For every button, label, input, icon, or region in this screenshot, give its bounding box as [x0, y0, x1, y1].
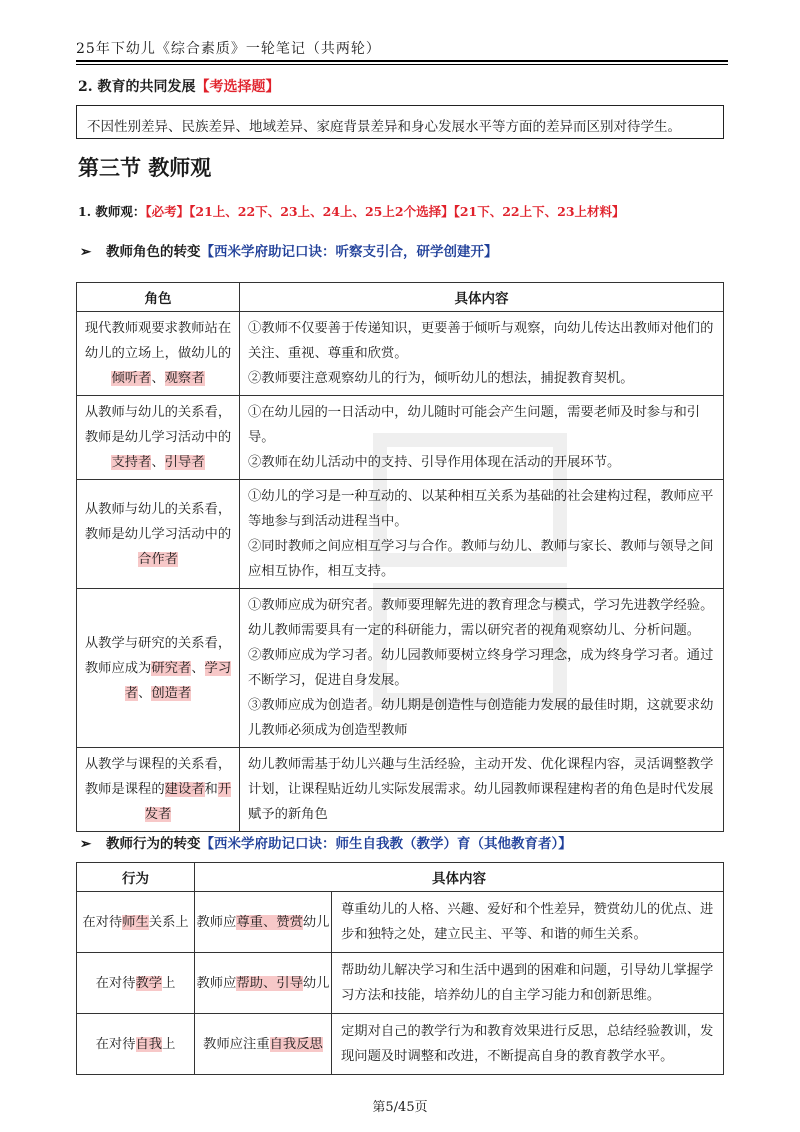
table-row [77, 953, 724, 1014]
table-header-row [77, 283, 724, 312]
arrow-bullet-icon: ➢ [80, 836, 92, 852]
mnemonic: 【西米学府助记口诀：师生自我教（教学）育（其他教育者）】 [200, 836, 572, 852]
highlighted-term: 建设者 [164, 782, 205, 797]
text-run: 在对待 [95, 975, 136, 991]
highlighted-term: 开发者 [144, 782, 232, 822]
behavior-cell [77, 1014, 195, 1075]
highlighted-term: 倾听者 [111, 371, 152, 386]
description-cell: 帮助幼儿解决学习和生活中遇到的困难和问题，引导幼儿掌握学习方法和技能，培养幼儿的自主学习能力和创新思维。 [332, 953, 724, 1014]
teacher-behaviors-table [76, 862, 724, 1075]
header-rule-thin [76, 64, 728, 65]
action-cell [195, 953, 332, 1014]
mnemonic: 【西米学府助记口诀：听察支引合，研学创建开】 [200, 244, 498, 260]
teacher-roles-table [76, 282, 724, 832]
text-run: 从教学与研究的关系看，教师应成为 [84, 635, 232, 676]
content-line: ①教师不仅要善于传递知识，更要善于倾听与观察，向幼儿传达出教师对他们的关注、重视、尊重和欣赏。 [248, 321, 714, 361]
text-run: 、 [151, 371, 165, 386]
text-run: 从教师与幼儿的关系看，教师是幼儿学习活动中的 [84, 405, 232, 445]
highlighted-term: 自我反思 [269, 1036, 323, 1052]
running-header: 25年下幼儿《综合素质》一轮笔记（共两轮） [76, 41, 381, 57]
column-header: 行为 [77, 863, 195, 892]
content-line: 幼儿教师需基于幼儿兴趣与生活经验，主动开发、优化课程内容，灵活调整教学计划，让课程贴近幼儿实际发展需求。幼儿园教师课程建构者的角色是时代发展赋予的新角色 [248, 757, 714, 822]
subsection-heading [78, 76, 280, 96]
text-run: 、 [138, 685, 152, 701]
content-line: ①幼儿的学习是一种互动的、以某种相互关系为基础的社会建构过程，教师应平等地参与到活动进程当中。 [248, 489, 714, 529]
text-run: 幼儿 [302, 975, 330, 991]
content-line: ①教师应成为研究者。教师要理解先进的教育理念与模式，学习先进教学经验。幼儿教师需要具有一定的科研能力，需以研究者的视角观察幼儿、分析问题。 [248, 598, 714, 638]
table-header-row [77, 863, 724, 892]
role-cell [77, 589, 240, 748]
action-cell [195, 892, 332, 953]
highlighted-term: 研究者 [151, 660, 192, 676]
text-run: 在对待 [82, 914, 123, 930]
text-run: 和 [204, 782, 218, 797]
content-line: ②同时教师之间应相互学习与合作。教师与幼儿、教师与家长、教师与领导之间应相互协作，相互支持。 [248, 539, 714, 579]
item-heading [78, 202, 625, 220]
table-row [77, 312, 724, 396]
highlighted-term: 学习者 [124, 660, 232, 701]
role-cell [77, 480, 240, 589]
section-title: 第三节 教师观 [78, 156, 212, 180]
highlighted-term: 帮助、引导 [236, 975, 303, 991]
table-row [77, 396, 724, 480]
content-cell [240, 312, 724, 396]
exam-tags: 【必考】【21上、22下、23上、24上、25上2个选择】【21下、22上下、23上材料】 [145, 204, 625, 219]
content-cell [240, 748, 724, 832]
content-line: ②教师要注意观察幼儿的行为，倾听幼儿的想法，捕捉教育契机。 [248, 371, 634, 386]
role-cell [77, 396, 240, 480]
highlighted-term: 合作者 [138, 551, 178, 567]
sub-heading-behaviors [80, 832, 572, 852]
behavior-cell [77, 892, 195, 953]
highlighted-term: 尊重、赞赏 [236, 914, 303, 930]
highlighted-term: 师生 [122, 914, 149, 930]
text-run: 在对待 [95, 1036, 136, 1052]
text-run: 从教学与课程的关系看，教师是课程的 [84, 757, 232, 797]
table-row [77, 892, 724, 953]
exam-tag: 【考选择题】 [195, 79, 280, 95]
text-run: 关系上 [148, 914, 189, 930]
content-line: ②教师应成为学习者。幼儿园教师要树立终身学习理念，成为终身学习者。通过不断学习，促进自身发展。 [248, 648, 714, 688]
sub-heading-label: 教师角色的转变 [106, 244, 201, 260]
text-run: 上 [162, 1036, 176, 1052]
highlighted-term: 观察者 [164, 371, 205, 386]
behavior-cell [77, 953, 195, 1014]
definition-box: 不因性别差异、民族差异、地域差异、家庭背景差异和身心发展水平等方面的差异而区别对待学生。 [76, 105, 724, 139]
role-cell [77, 748, 240, 832]
subsection-label: 2. 教育的共同发展 [78, 79, 196, 95]
text-run: 、 [151, 455, 165, 470]
item-label: 1. 教师观： [78, 204, 146, 219]
text-run: 幼儿 [302, 914, 330, 930]
highlighted-term: 创造者 [151, 685, 192, 701]
text-run: 教师应 [196, 975, 237, 991]
column-header: 角色 [77, 283, 240, 312]
description-cell: 尊重幼儿的人格、兴趣、爱好和个性差异，赞赏幼儿的优点、进步和独特之处，建立民主、平等、和谐的师生关系。 [332, 892, 724, 953]
content-cell [240, 589, 724, 748]
sub-heading-label: 教师行为的转变 [106, 836, 201, 852]
role-cell [77, 312, 240, 396]
table-row [77, 480, 724, 589]
table-row [77, 1014, 724, 1075]
header-rule [76, 60, 728, 62]
column-header: 具体内容 [240, 283, 724, 312]
text-run: 上 [162, 975, 176, 991]
text-run: 从教师与幼儿的关系看，教师是幼儿学习活动中的 [84, 501, 232, 542]
highlighted-term: 教学 [135, 975, 163, 991]
action-cell [195, 1014, 332, 1075]
content-line: ②教师在幼儿活动中的支持、引导作用体现在活动的开展环节。 [248, 455, 621, 470]
highlighted-term: 引导者 [164, 455, 205, 470]
highlighted-term: 自我 [135, 1036, 163, 1052]
content-cell [240, 480, 724, 589]
arrow-bullet-icon: ➢ [80, 244, 92, 260]
highlighted-term: 支持者 [111, 455, 152, 470]
sub-heading-roles [80, 240, 498, 260]
content-cell [240, 396, 724, 480]
text-run: 现代教师观要求教师站在幼儿的立场上，做幼儿的 [84, 321, 232, 361]
text-run: 教师应 [196, 914, 237, 930]
table-row [77, 748, 724, 832]
description-cell: 定期对自己的教学行为和教育效果进行反思，总结经验教训，发现问题及时调整和改进，不断提高自身的教育教学水平。 [332, 1014, 724, 1075]
table-row [77, 589, 724, 748]
content-line: ③教师应成为创造者。幼儿期是创造性与创造能力发展的最佳时期，这就要求幼儿教师必须成为创造型教师 [248, 698, 714, 738]
page-number: 第5/45页 [372, 1100, 428, 1115]
content-line: ①在幼儿园的一日活动中，幼儿随时可能会产生问题，需要老师及时参与和引导。 [248, 405, 701, 445]
text-run: 教师应注重 [203, 1036, 270, 1052]
text-run: 、 [191, 660, 205, 676]
column-header: 具体内容 [195, 863, 724, 892]
